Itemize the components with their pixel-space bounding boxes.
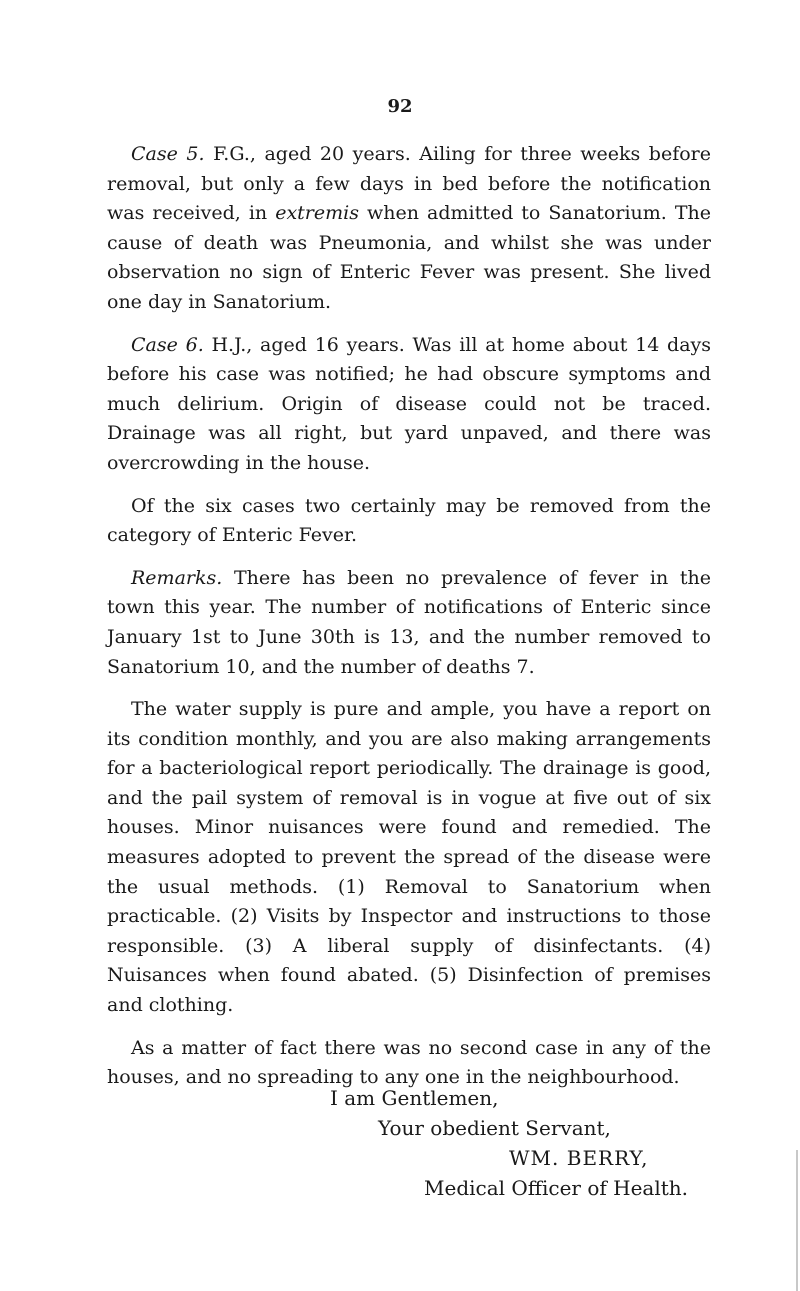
signatory-title: Medical Officer of Health.	[424, 1176, 689, 1200]
report-body	[107, 140, 711, 1106]
case-6-label: Case 6.	[131, 333, 204, 356]
salutation: I am Gentlemen,	[330, 1086, 499, 1110]
case-5-paragraph	[107, 140, 711, 318]
remarks-paragraph	[107, 564, 711, 682]
scan-edge-line	[796, 1150, 798, 1291]
case-5-text-continued: when admitted to Sanatorium. The cause of death was Pneumonia, and whilst she was under observation no sign of Enteric Fever was present. She lived one day in Sanatorium.	[107, 202, 711, 313]
case-6-paragraph	[107, 331, 711, 479]
case-5-emphasis: extremis	[275, 202, 359, 225]
conclusion-paragraph: As a matter of fact there was no second case in any of the houses, and no spreading to any one in the neighbourhood.	[107, 1036, 711, 1089]
remarks-text: There has been no prevalence of fever in the town this year. The number of notifications of Enteric since January 1st to June 30th is 13, and the number removed to Sanatorium 10, and the number of deaths 7.	[107, 566, 711, 678]
signature: WM. BERRY,	[509, 1146, 649, 1170]
case-6-text: H.J., aged 16 years. Was ill at home about 14 days before his case was notified; he had obscure symptoms and much delirium. Origin of disease could not be traced. Drainage was all right, but yard unpaved, and there was overcrowding in the house.	[107, 333, 712, 474]
case-5-text: F.G., aged 20 years. Ailing for three weeks before removal, but only a few days in bed before the notification was received, in	[107, 143, 712, 225]
summary-paragraph: Of the six cases two certainly may be removed from the category of Enteric Fever.	[107, 494, 711, 547]
valediction: Your obedient Servant,	[378, 1116, 611, 1140]
case-5-label: Case 5.	[131, 143, 205, 165]
remarks-label: Remarks.	[131, 566, 223, 589]
water-supply-paragraph: The water supply is pure and ample, you have a report on its condition monthly, and you are also making arrangements for a bacteriological report periodically. The drainage is good, and the pail system of removal is in vogue at five out of six houses. Minor nuisances were found and remedied. The measures adopted to prevent the spread of the disease were the usual methods. (1) Removal to Sanatorium when practicable. (2) Visits by Inspector and instructions to those responsible. (3) A liberal supply of disinfectants. (4) Nuisances when found abated. (5) Disinfection of premises and clothing.	[107, 698, 711, 1017]
page-number: 92	[387, 96, 413, 117]
